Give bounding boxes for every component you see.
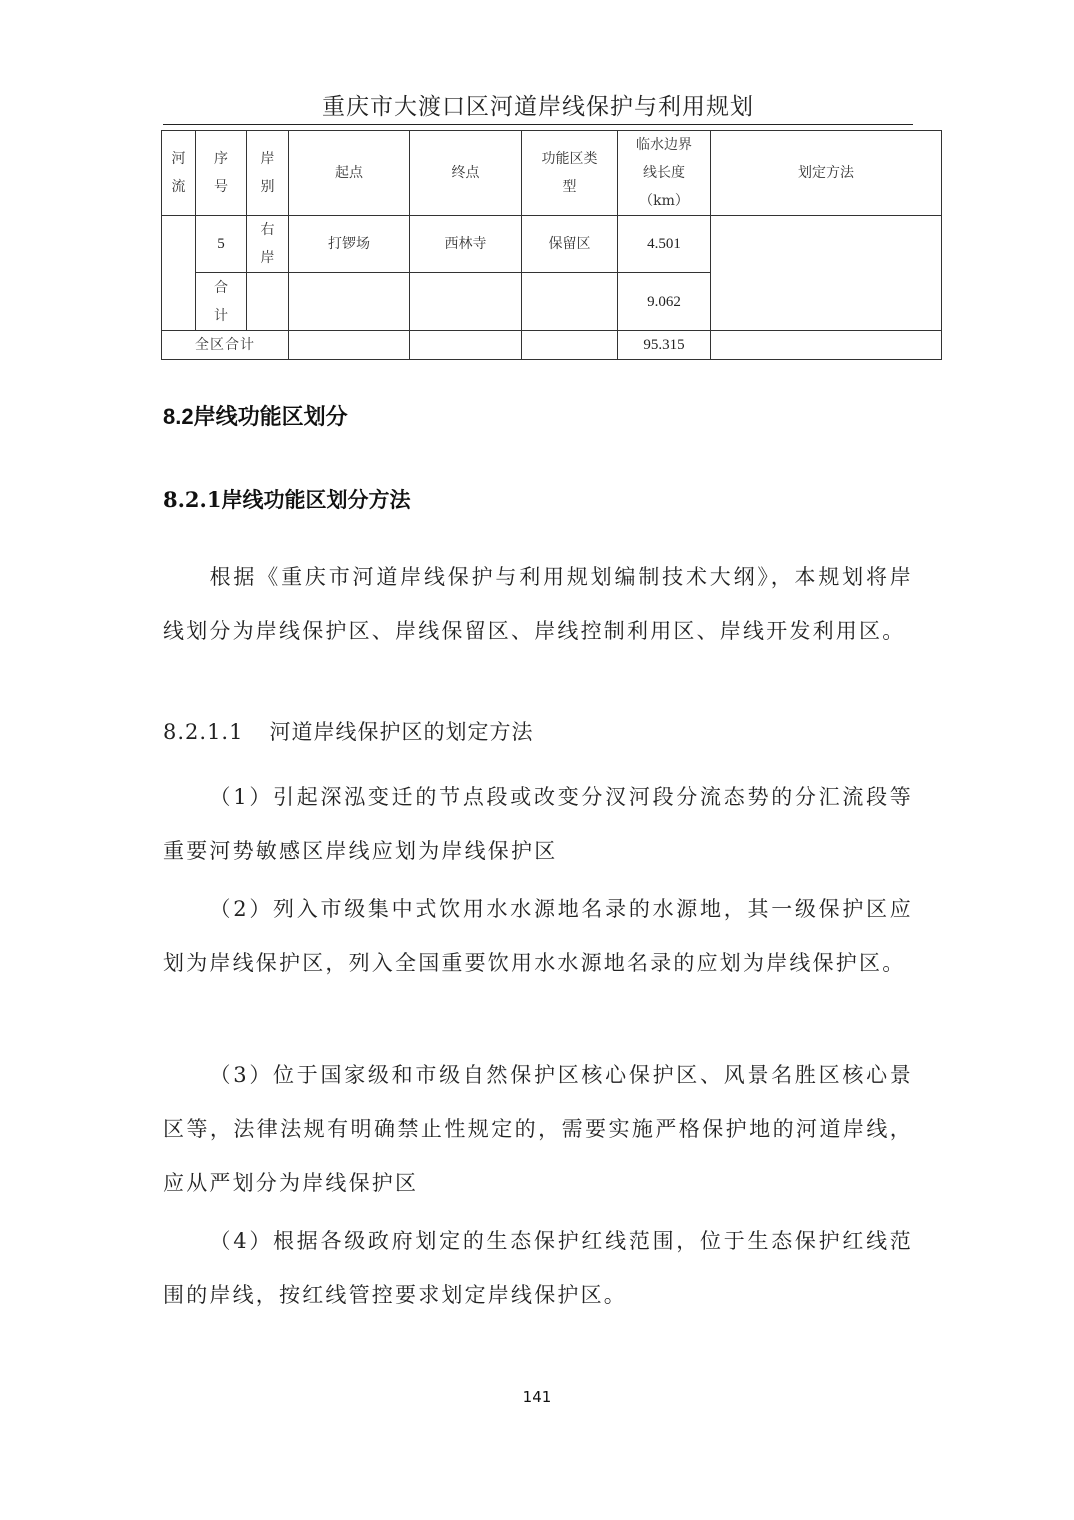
cell-index: 5	[196, 216, 247, 273]
cell-gt-start-empty	[289, 331, 410, 360]
cell-gt-zone-empty	[522, 331, 618, 360]
cell-start: 打锣场	[289, 216, 410, 273]
cell-gt-end-empty	[410, 331, 522, 360]
cell-subtotal-label: 合计	[196, 273, 247, 331]
col-header-end: 终点	[410, 131, 522, 216]
criteria-text-4: （4）根据各级政府划定的生态保护红线范围，位于生态保护红线范围的岸线，按红线管控要求划定岸线保护区。	[163, 1229, 913, 1307]
intro-paragraph	[163, 550, 913, 658]
criteria-item-2	[163, 882, 913, 990]
cell-zone-type: 保留区	[522, 216, 618, 273]
h4-title: 河道岸线保护区的划定方法	[269, 720, 534, 744]
criteria-item-4	[163, 1214, 913, 1322]
cell-gt-method-empty	[711, 331, 942, 360]
table-header-row	[162, 131, 942, 216]
cell-end-empty	[410, 273, 522, 331]
section-heading-8-2: 8.2岸线功能区划分	[163, 404, 348, 429]
table-row-grand-total	[162, 331, 942, 360]
cell-bank-empty	[247, 273, 289, 331]
col-header-length	[618, 131, 711, 216]
col-header-index: 序号	[196, 131, 247, 216]
criteria-item-3	[163, 1048, 913, 1210]
criteria-item-1	[163, 770, 913, 878]
running-header: 重庆市大渡口区河道岸线保护与利用规划	[322, 94, 754, 120]
criteria-text-1: （1）引起深泓变迁的节点段或改变分汊河段分流态势的分汇流段等重要河势敏感区岸线应划为岸线保护区	[163, 785, 913, 863]
criteria-text-2: （2）列入市级集中式饮用水水源地名录的水源地，其一级保护区应划为岸线保护区，列入全国重要饮用水水源地名录的应划为岸线保护区。	[163, 897, 913, 975]
header-rule	[163, 124, 913, 125]
intro-text: 根据《重庆市河道岸线保护与利用规划编制技术大纲》，本规划将岸线划分为岸线保护区、岸线保留区、岸线控制利用区、岸线开发利用区。	[163, 565, 913, 643]
shoreline-table	[161, 130, 942, 360]
page-number: 141	[522, 1388, 552, 1406]
cell-bank: 右岸	[247, 216, 289, 273]
cell-grand-total-length: 95.315	[618, 331, 711, 360]
col-header-start: 起点	[289, 131, 410, 216]
table-row	[162, 216, 942, 273]
col-header-bank: 岸别	[247, 131, 289, 216]
cell-length: 4.501	[618, 216, 711, 273]
criteria-text-3: （3）位于国家级和市级自然保护区核心保护区、风景名胜区核心景区等，法律法规有明确禁止性规定的，需要实施严格保护地的河道岸线，应从严划分为岸线保护区	[163, 1063, 913, 1195]
cell-river	[162, 216, 196, 331]
section-heading-8-2-1-1	[163, 716, 533, 746]
h4-number: 8.2.1.1	[163, 720, 244, 744]
cell-grand-total-label: 全区合计	[162, 331, 289, 360]
cell-method	[711, 216, 942, 331]
cell-start-empty	[289, 273, 410, 331]
section-heading-8-2-1: 8.2.1岸线功能区划分方法	[163, 487, 411, 512]
cell-subtotal-length: 9.062	[618, 273, 711, 331]
col-header-length-line1: 临水边界	[636, 137, 692, 153]
col-header-length-line3: （km）	[639, 193, 689, 209]
col-header-river: 河流	[162, 131, 196, 216]
cell-end: 西林寺	[410, 216, 522, 273]
cell-zone-empty	[522, 273, 618, 331]
col-header-method: 划定方法	[711, 131, 942, 216]
col-header-zone-type: 功能区类型	[522, 131, 618, 216]
col-header-length-line2: 线长度	[643, 165, 685, 181]
